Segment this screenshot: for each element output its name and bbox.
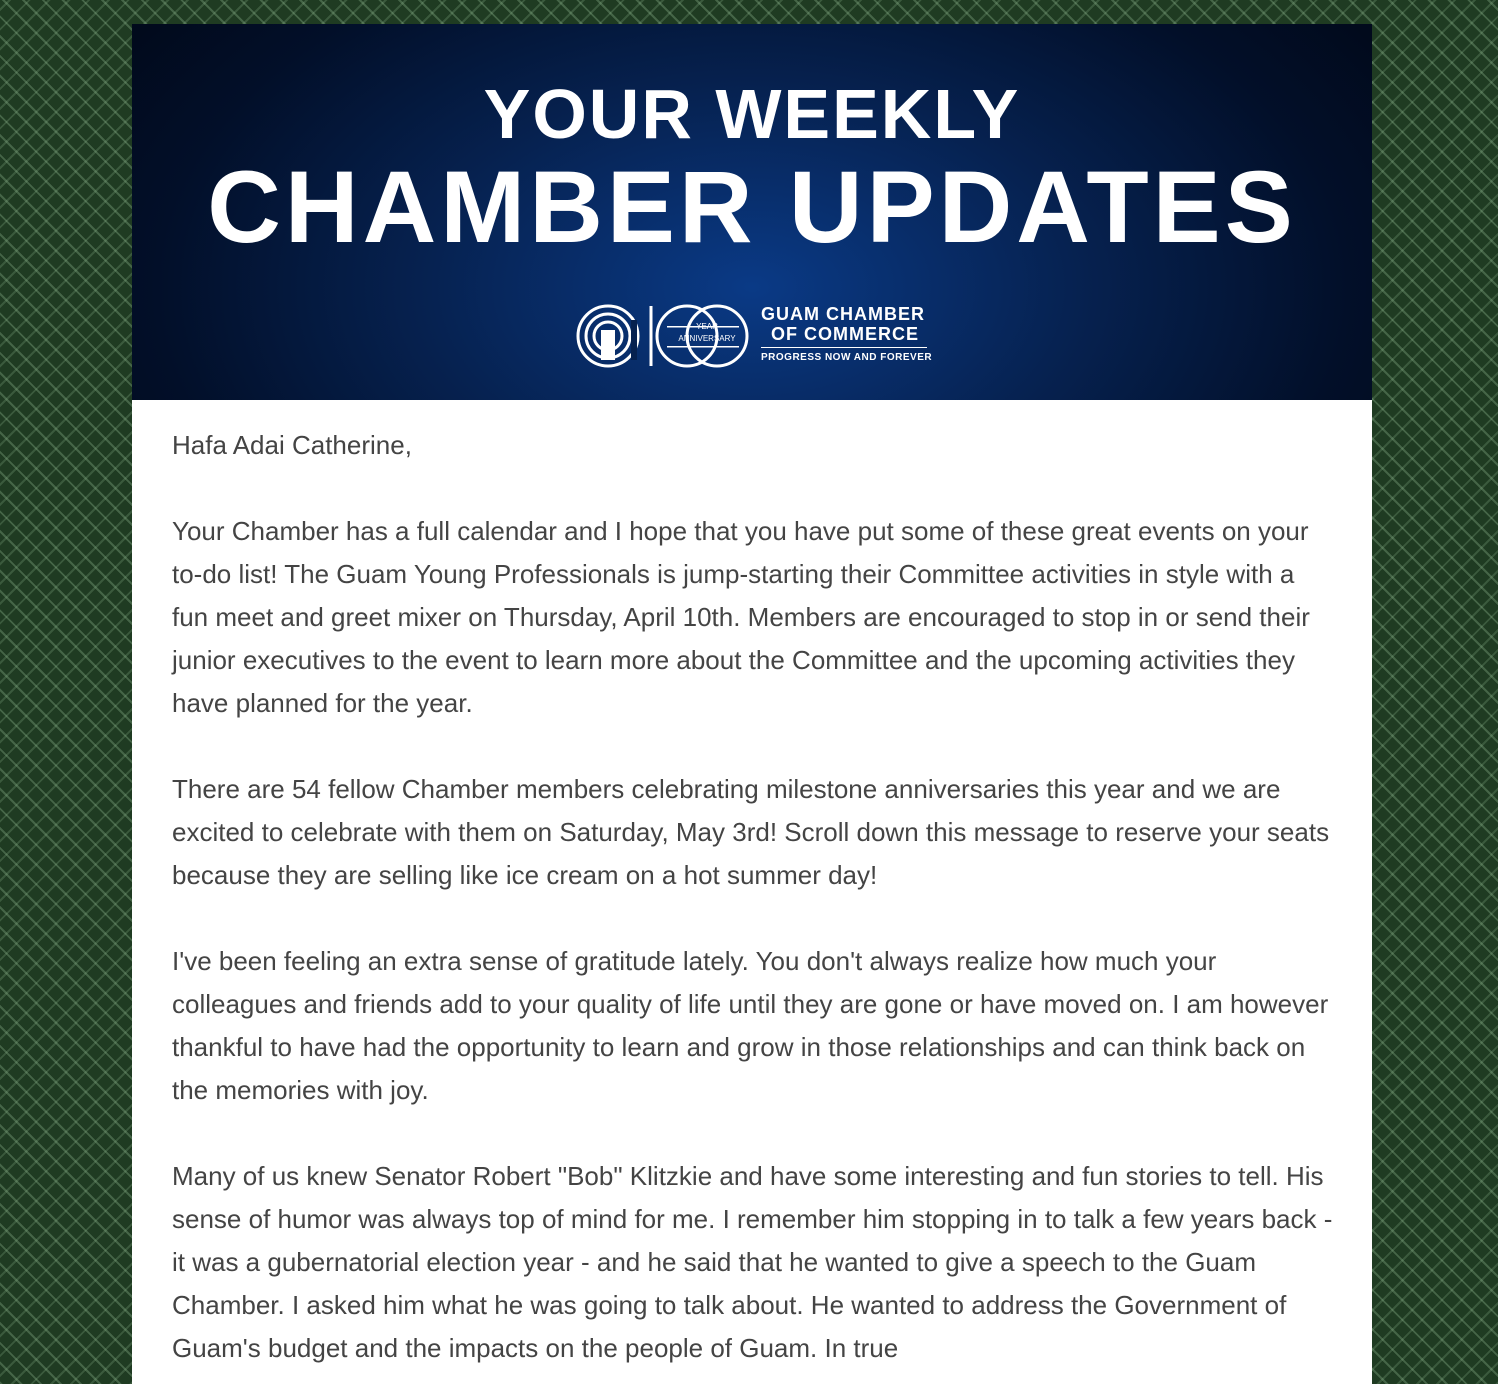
paragraph-anniversaries: There are 54 fellow Chamber members celebrating milestone anniversaries this year and we are excited to celebrate with them on Saturday, May 3rd! Scroll down this message to reserve your seats because they are selling like ice cream on a hot summer day! — [172, 774, 1330, 890]
email-container — [132, 24, 1372, 1384]
banner-title-line2: CHAMBER UPDATES — [207, 150, 1297, 264]
banner-title-line1: YOUR WEEKLY — [483, 75, 1021, 153]
logo-org-name-line1: GUAM CHAMBER — [761, 304, 925, 324]
logo-divider — [761, 347, 927, 348]
logo-anniversary-label: ANNIVERSARY — [678, 334, 736, 343]
logo-year-label: YEAR — [696, 322, 718, 331]
logo-org-name-line2: OF COMMERCE — [771, 324, 919, 344]
paragraph-klitzkie: Many of us knew Senator Robert "Bob" Klitzkie and have some interesting and fun stories to tell. His sense of humor was always top of mind for me. I remember him stopping in to talk a few years back - it was a gubernatorial election year - and he said that he wanted to give a speech to the Guam Chamber. I asked him what he was going to talk about. He wanted to address the Government of Guam's budget and the impacts on the people of Guam. In true — [172, 1161, 1333, 1363]
email-body — [172, 424, 1337, 1384]
greeting: Hafa Adai Catherine, — [172, 430, 412, 460]
logo-tagline: PROGRESS NOW AND FOREVER — [761, 352, 933, 363]
header-banner — [132, 24, 1372, 400]
paragraph-gratitude: I've been feeling an extra sense of gratitude lately. You don't always realize how much your colleagues and friends add to your quality of life until they are gone or have moved on. I am however thankful to have had the opportunity to learn and grow in those relationships and can think back on the memories with joy. — [172, 946, 1329, 1105]
paragraph-calendar: Your Chamber has a full calendar and I hope that you have put some of these great events on your to-do list! The Guam Young Professionals is jump-starting their Committee activities in style with a fun meet and greet mixer on Thursday, April 10th. Members are encouraged to stop in or send their junior executives to the event to learn more about the Committee and the upcoming activities they have planned for the year. — [172, 516, 1310, 718]
chamber-logo — [575, 300, 935, 370]
